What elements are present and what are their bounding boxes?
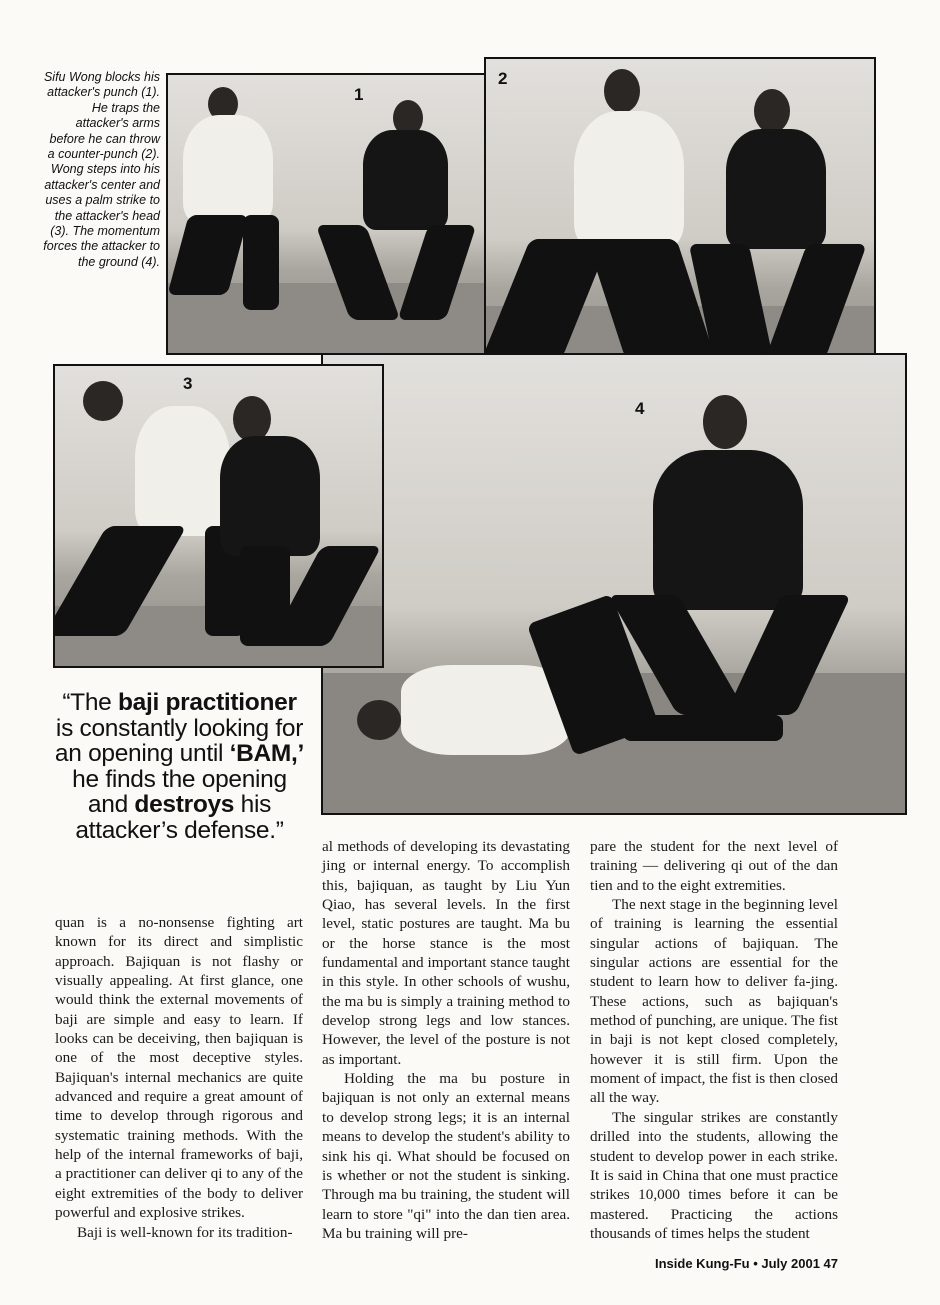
- pull-quote-emphasis: ‘BAM,’: [229, 740, 305, 767]
- page-footer: Inside Kung-Fu • July 2001 47: [655, 1256, 838, 1271]
- text-column-1: [55, 913, 303, 1242]
- paragraph: Baji is well-known for its tradition-: [77, 1223, 293, 1241]
- paragraph: al methods of developing its devastating jing or internal energy. To accomplish this, bajiquan, as taught by Liu Yun Qiao, has several levels. In the first level, static postures are taught. Ma bu or the horse stance is the most fundamental and important stance taught in this style. In other schools of wushu, the ma bu is simply a training method to develop strong legs and low stances. However, the level of the posture is not as important.: [322, 838, 570, 1068]
- photo-4: [321, 353, 907, 815]
- paragraph: Holding the ma bu posture in bajiquan is not only an external means to develop strong legs; it is an internal means to develop the student's ability to sink his qi. What should be focused on is whether or not the student is sinking. Through ma bu training, the student will learn to store "qi" into the dan tien area. Ma bu training will pre-: [322, 1070, 570, 1242]
- photo-1: [166, 73, 486, 355]
- photo-number: 2: [498, 69, 508, 88]
- photo-caption: Sifu Wong blocks his attacker's punch (1). He traps the attacker's arms before he can throw a counter-punch (2). Wong steps into his attacker's center and uses a palm strike to the attacker's head (3). The momentum forces the attacker to the ground (4).: [43, 70, 160, 269]
- photo-number: 1: [354, 85, 364, 104]
- paragraph: pare the student for the next level of training — delivering qi out of the dan tien and to the eight extremities.: [590, 838, 838, 894]
- photo-number: 3: [183, 374, 193, 393]
- paragraph: The next stage in the beginning level of training is learning the essential singular actions of bajiquan. The singular actions are essential for the student to learn how to deliver fa-jing. These actions, such as bajiquan's method of punching, are unique. The fist in baji is not kept closed completely, however it is still firm. Upon the moment of impact, the fist is then closed all the way.: [590, 896, 838, 1107]
- text-column-3: [590, 837, 838, 1243]
- paragraph: quan is a no-nonsense fighting art known for its direct and simplistic approach. Bajiquan is not flashy or visually appealing. At first glance, one would think the external movements of baji are simple and easy to learn. If looks can be deceiving, then bajiquan is one of the most deceptive styles. Bajiquan's internal mechanics are quite advanced and require a great amount of time to develop through rigorous and systematic training methods. With the help of the internal frameworks of baji, a practitioner can deliver qi to any of the eight extremities of the body to deliver powerful and explosive strikes.: [55, 914, 303, 1222]
- photo-2: [484, 57, 876, 388]
- paragraph: The singular strikes are constantly drilled into the students, allowing the student to develop power in each strike. It is said in China that one must practice strikes 10,000 times before it can be mastered. Practicing the actions thousands of times helps the student: [590, 1108, 838, 1242]
- pull-quote-emphasis: baji practitioner: [118, 689, 297, 716]
- photo-number: 4: [635, 399, 645, 418]
- photo-3: [53, 364, 384, 668]
- pull-quote-emphasis: destroys: [134, 791, 235, 818]
- pull-quote: “The baji practitioner is constantly looking for an opening until ‘BAM,’ he finds the opening and destroys his attacker’s defense.”: [54, 689, 305, 844]
- text-column-2: [322, 837, 570, 1243]
